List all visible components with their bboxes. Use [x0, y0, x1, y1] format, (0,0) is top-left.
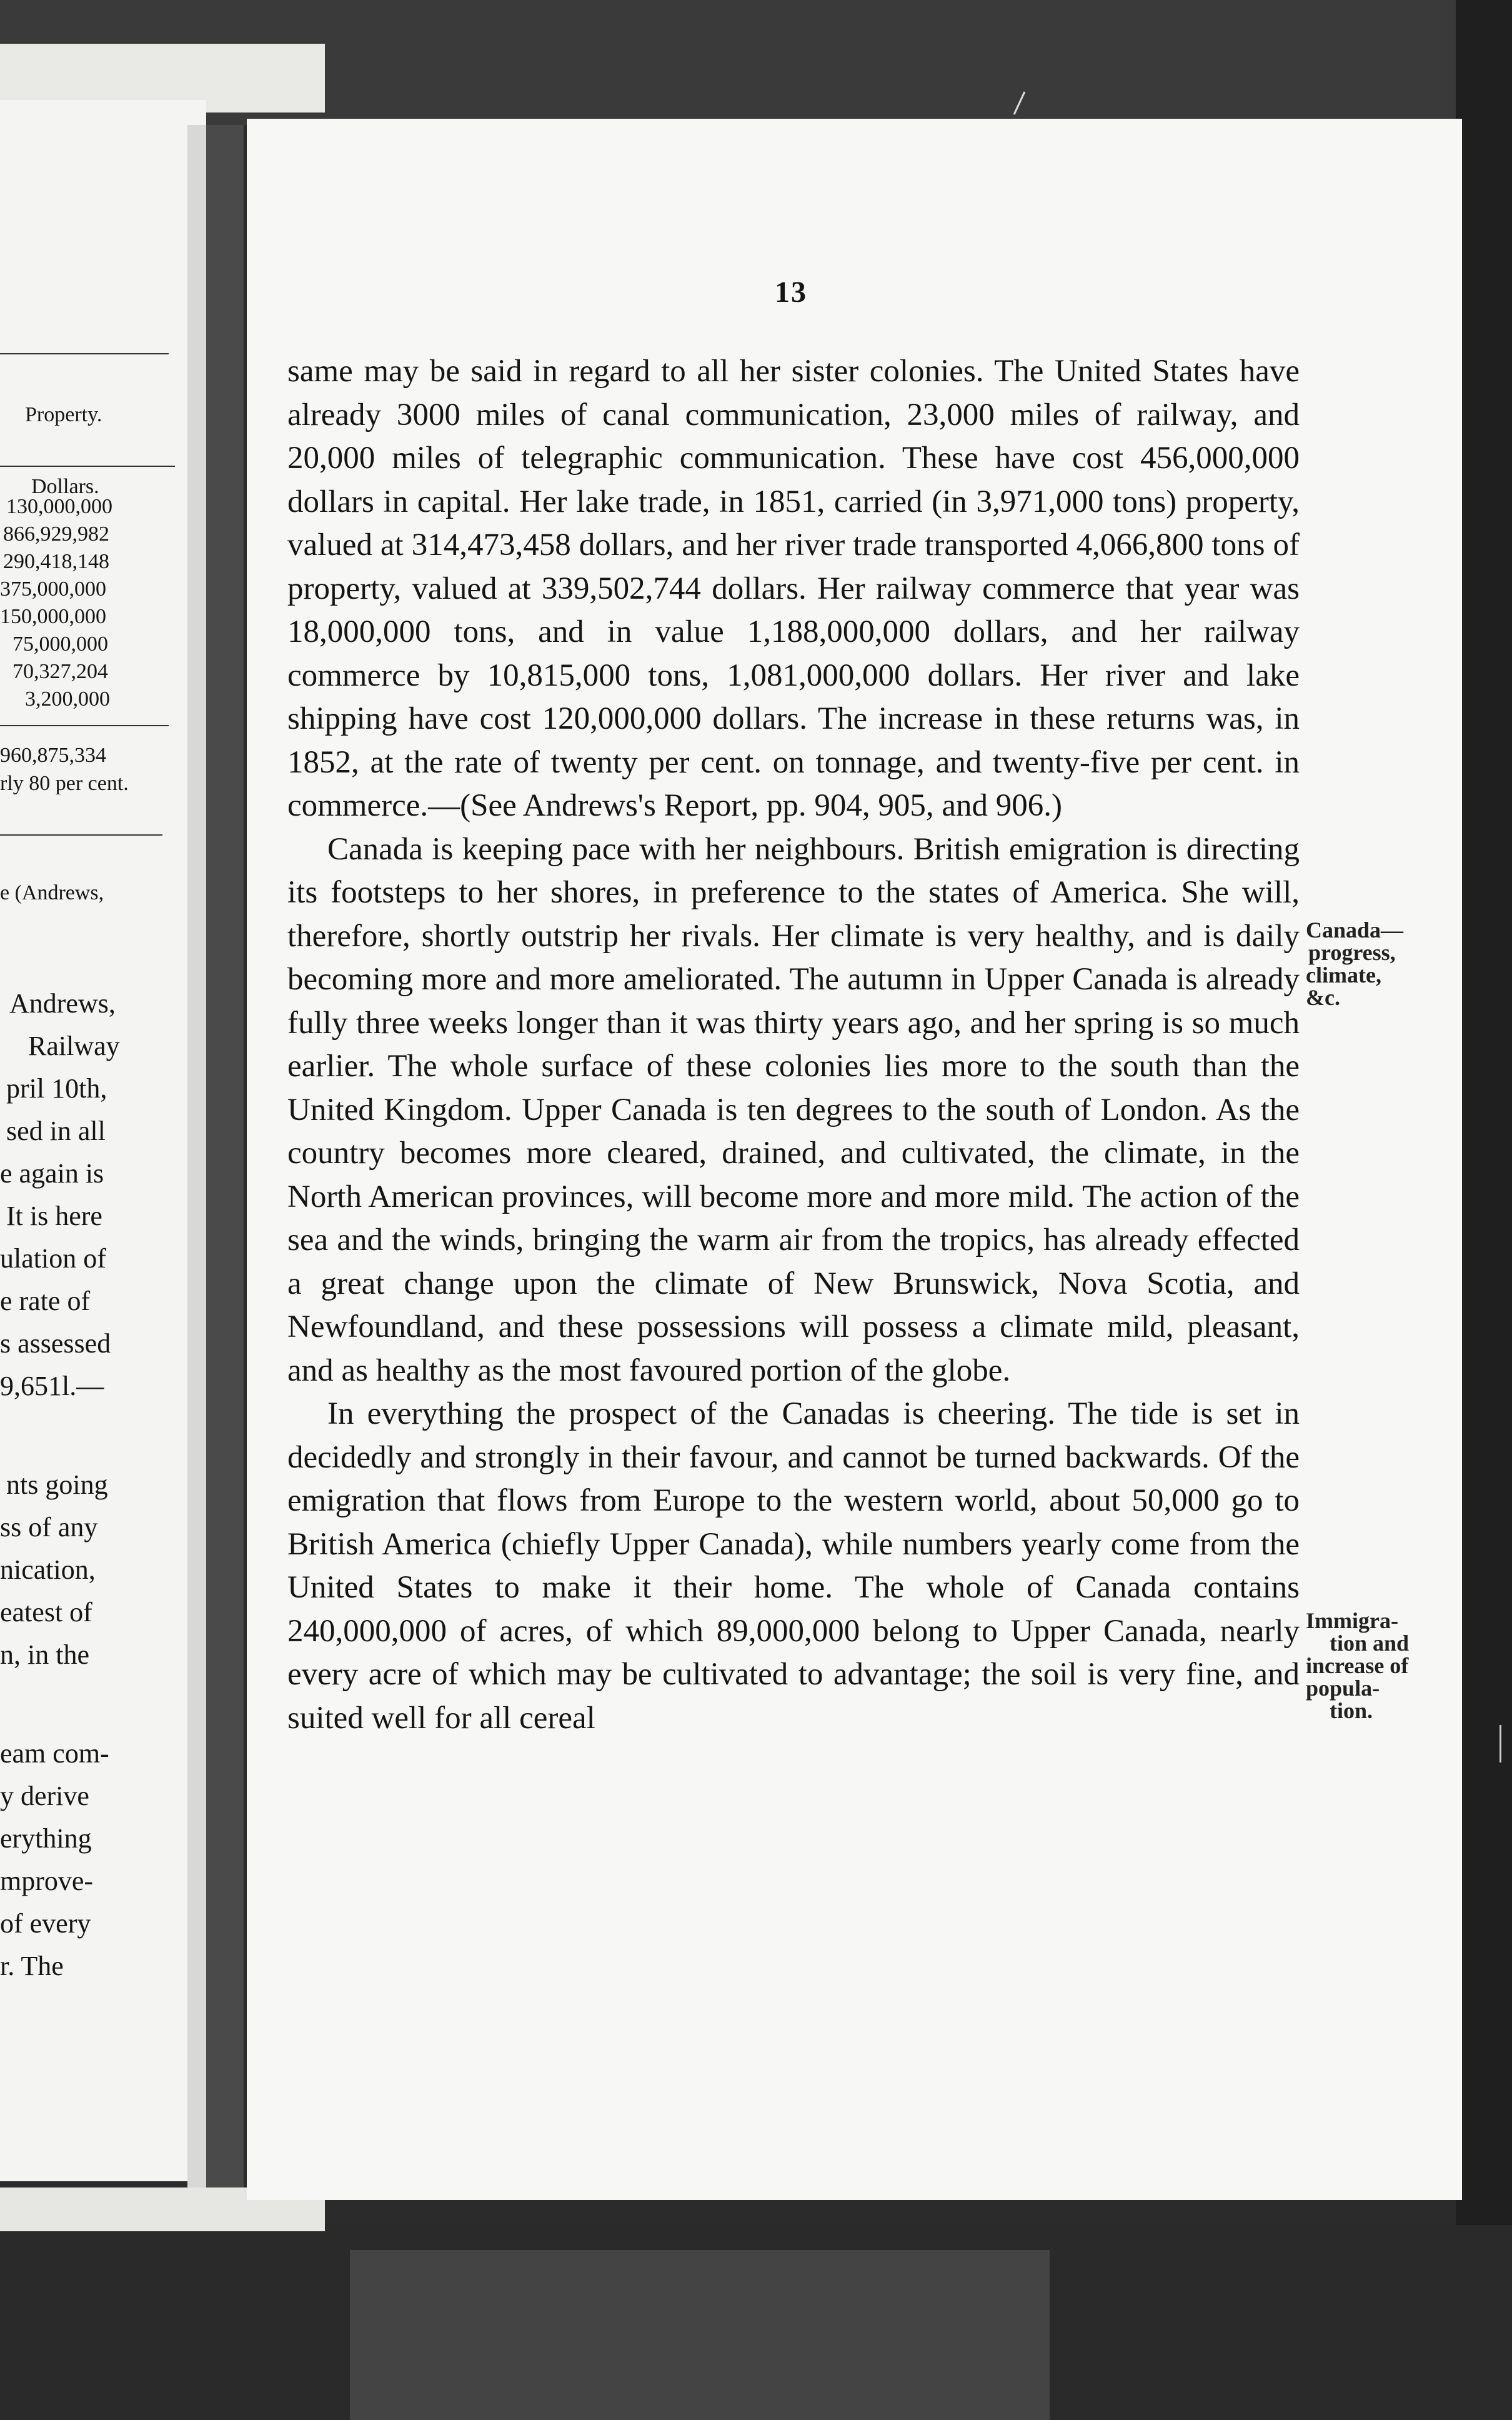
total-note: rly 80 per cent. [0, 772, 129, 795]
margin-note-line: increase of [1306, 1653, 1409, 1678]
scan-scratch [1500, 1725, 1501, 1762]
value-cell: 290,418,148 [3, 550, 109, 573]
value-cell: 866,929,982 [3, 522, 109, 546]
book-spine [206, 125, 244, 2188]
value-cell: 3,200,000 [25, 688, 110, 711]
text-line: nts going [6, 1469, 108, 1500]
text-line: erything [0, 1823, 92, 1854]
margin-note-line: progress, [1308, 940, 1396, 965]
text-line: e (Andrews, [0, 881, 104, 904]
text-line: Andrews, [9, 988, 116, 1019]
text-line: ulation of [0, 1243, 106, 1274]
margin-note-line: Canada— [1306, 918, 1404, 942]
page-number: 13 [775, 276, 807, 309]
margin-note-line: &c. [1306, 985, 1340, 1010]
text-line: 9,651l.— [0, 1371, 104, 1401]
text-line: n, in the [0, 1639, 89, 1670]
value-cell: 150,000,000 [0, 605, 106, 628]
value-cell: 75,000,000 [12, 632, 108, 656]
text-line: eatest of [0, 1597, 92, 1628]
margin-note-canada [1306, 919, 1403, 1009]
text-line: pril 10th, [6, 1073, 107, 1104]
value-cell: 375,000,000 [0, 578, 106, 601]
rule [0, 834, 162, 836]
margin-note-line: climate, [1306, 962, 1381, 988]
text-line: e again is [0, 1158, 104, 1189]
text-line: ss of any [0, 1512, 98, 1542]
scan-background-right [1456, 0, 1512, 2420]
margin-note-line: Immigra- [1306, 1608, 1398, 1633]
rule [0, 725, 169, 726]
text-line: mprove- [0, 1866, 94, 1896]
total-cell: 960,875,334 [0, 744, 106, 767]
value-cell: 130,000,000 [6, 495, 112, 518]
text-line: y derive [0, 1781, 89, 1811]
column-header: Property. [25, 403, 102, 426]
text-line: It is here [6, 1201, 102, 1231]
rule [0, 353, 169, 354]
text-line: s assessed [0, 1328, 111, 1359]
paragraph: same may be said in regard to all her sister colonies. The United States have already 3000 miles of canal communication, 23,000 miles of railway, and 20,000 miles of telegraphic communication. These have cost 456,000,000 dollars in capital. Her lake trade, in 1851, carried (in 3,971,000 tons) property, valued at 314,473,458 dollars, and her river trade transported 4,066,800 tons of property, valued at 339,502,744 dollars. Her railway commerce that year was 18,000,000 tons, and in value 1,188,000,000 dollars, and her railway commerce by 10,815,000 tons, 1,081,000,000 dollars. Her river and lake shipping have cost 120,000,000 dollars. The increase in these returns was, in 1852, at the rate of twenty per cent. on tonnage, and twenty-five per cent. in commerce.—(See Andrews's Report, pp. 904, 905, and 906.) [287, 354, 1300, 823]
text-line: sed in all [6, 1116, 106, 1146]
units-label: Dollars. [31, 475, 99, 498]
paragraph: Canada is keeping pace with her neighbours. British emigration is directing its footsteps to her shores, in preference to the states of America. She will, therefore, shortly outstrip her rivals. Her climate is very healthy, and is daily becoming more and more ameliorated. The autumn in Upper Canada is already fully three weeks longer than it was thirty years ago, and her spring is so much earlier. The whole surface of these colonies lies more to the south than the United Kingdom. Upper Canada is ten degrees to the south of London. As the country becomes more cleared, drained, and cultivated, the climate, in the North American provinces, will become more and more mild. The action of the sea and the winds, bringing the warm air from the tropics, has already effected a great change upon the climate of New Brunswick, Nova Scotia, and Newfoundland, and these possessions will possess a climate mild, pleasant, and as healthy as the most favoured portion of the globe. [287, 831, 1300, 1388]
page-gutter-edge [187, 125, 206, 2188]
text-line: of every [0, 1908, 91, 1939]
margin-note-line: tion and [1330, 1631, 1410, 1656]
scan-background-bottom-patch [350, 2250, 1050, 2420]
margin-note-immigration [1306, 1609, 1409, 1722]
text-line: e rate of [0, 1286, 91, 1316]
margin-note-line: tion. [1330, 1698, 1373, 1723]
margin-note-line: popula- [1306, 1676, 1380, 1701]
paragraph: In everything the prospect of the Canadas is cheering. The tide is set in decidedly and strongly in their favour, and cannot be turned backwards. Of the emigration that flows from Europe to the western world, about 50,000 go to British America (chiefly Upper Canada), while numbers yearly come from the United States to make it their home. The whole of Canada contains 240,000,000 of acres, of which 89,000,000 belong to Upper Canada, nearly every acre of which may be cultivated to advantage; the soil is very fine, and suited well for all cereal [287, 1396, 1300, 1736]
value-cell: 70,327,204 [12, 660, 108, 683]
text-line: Railway [28, 1031, 120, 1061]
text-line: r. The [0, 1951, 64, 1981]
page-body [287, 350, 1300, 1740]
previous-page [0, 100, 206, 2181]
text-line: nication, [0, 1554, 96, 1585]
rule [0, 466, 175, 467]
text-line: eam com- [0, 1738, 109, 1769]
